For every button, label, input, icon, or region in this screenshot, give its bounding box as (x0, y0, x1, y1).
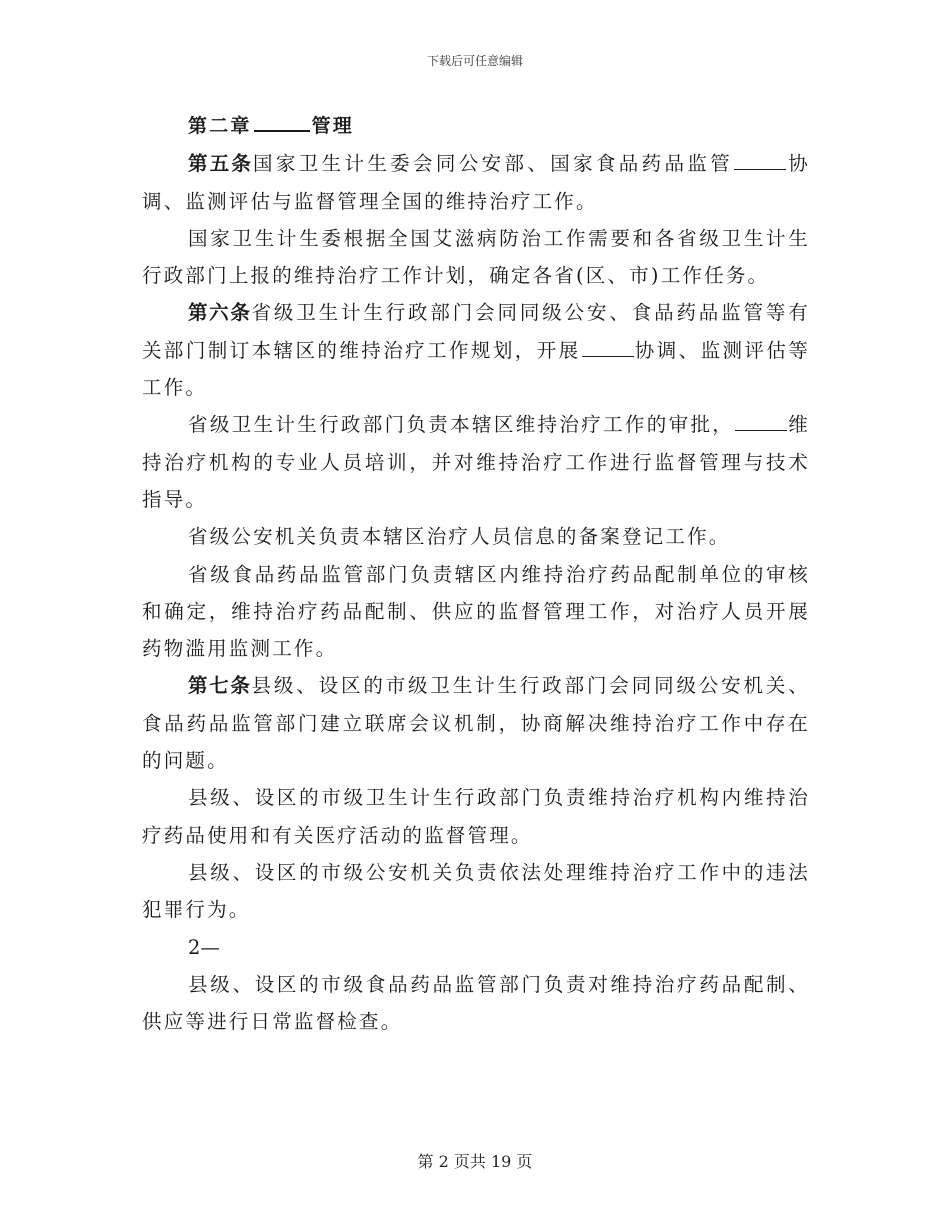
page-header: 下载后可任意编辑 (426, 54, 523, 68)
article-5-text-1: 国家卫生计生委会同公安部、国家食品药品监管 (253, 152, 734, 176)
chapter-blank (254, 113, 310, 132)
article-5-paragraph-2: 国家卫生计生委根据全国艾滋病防治工作需要和各省级卫生计生行政部门上报的维持治疗工作计划，确定各省(区、市)工作任务。 (142, 226, 810, 288)
article-7-number: 第七条 (188, 674, 252, 698)
article-7-paragraph-4: 县级、设区的市级食品药品监管部门负责对维持治疗药品配制、供应等进行日常监督检查。 (142, 972, 810, 1034)
article-7-paragraph-3: 县级、设区的市级公安机关负责依法处理维持治疗工作中的违法犯罪行为。 (142, 860, 810, 922)
inline-page-marker: 2— (188, 935, 220, 959)
article-5-number: 第五条 (188, 152, 253, 176)
article-7-text: 县级、设区的市级卫生计生行政部门会同同级公安机关、食品药品监管部门建立联席会议机制，协商解决维持治疗工作中存在的问题。 (142, 674, 810, 773)
article-6-text-2: 协调、监测评估等工作。 (142, 338, 810, 400)
article-6-paragraph-4: 省级食品药品监管部门负责辖区内维持治疗药品配制单位的审核和确定，维持治疗药品配制、供应的监督管理工作，对治疗人员开展药物滥用监测工作。 (142, 562, 810, 661)
blank-underline (582, 340, 634, 357)
blank-underline (735, 414, 787, 431)
article-6-paragraph-2 (142, 406, 810, 518)
article-7-paragraph-2: 县级、设区的市级卫生计生行政部门负责维持治疗机构内维持治疗药品使用和有关医疗活动的监督管理。 (142, 786, 810, 847)
article-6 (142, 294, 810, 406)
article-7 (142, 667, 810, 779)
article-6-paragraph-2-text-2: 维持治疗机构的专业人员培训，并对维持治疗工作进行监督管理与技术指导。 (142, 413, 810, 511)
chapter-title (142, 108, 810, 145)
chapter-suffix: 管理 (311, 115, 355, 137)
article-6-paragraph-2-text-1: 省级卫生计生行政部门负责本辖区维持治疗工作的审批， (188, 413, 735, 437)
page-footer: 第 2 页共 19 页 (417, 1152, 533, 1171)
article-5-text-2: 协调、监测评估与监督管理全国的维持治疗工作。 (142, 152, 811, 213)
chapter-prefix: 第二章 (188, 115, 252, 137)
blank-underline (734, 153, 786, 170)
article-6-number: 第六条 (188, 301, 252, 325)
article-6-paragraph-3: 省级公安机关负责本辖区治疗人员信息的备案登记工作。 (188, 525, 731, 549)
article-5 (142, 145, 810, 220)
article-6-text-1: 省级卫生计生行政部门会同同级公安、食品药品监管等有关部门制订本辖区的维持治疗工作规划，开展 (142, 301, 810, 362)
document-body (142, 108, 810, 1040)
